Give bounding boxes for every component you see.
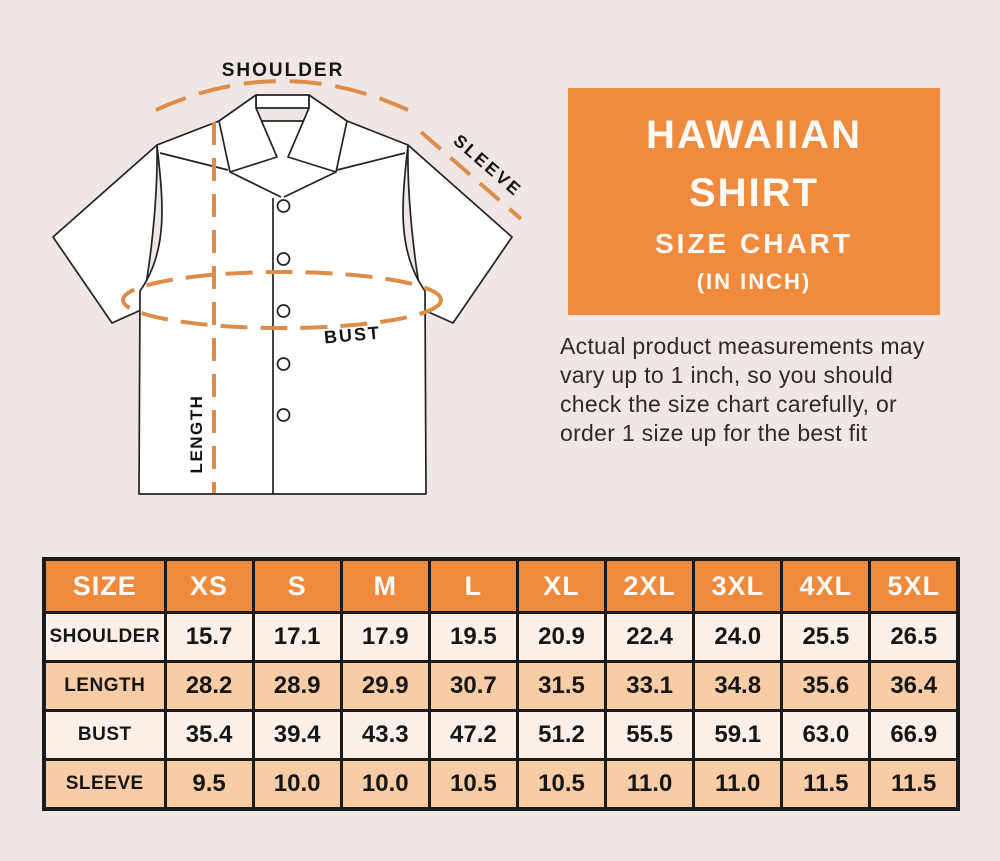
- size-column-header: S: [253, 559, 341, 613]
- title-line-4: (IN INCH): [696, 268, 812, 294]
- value-cell: 25.5: [782, 613, 870, 662]
- size-column-header: XL: [517, 559, 605, 613]
- value-cell: 11.0: [694, 760, 782, 809]
- sleeve-label: SLEEVE: [449, 130, 527, 201]
- bust-label: BUST: [323, 322, 382, 348]
- value-cell: 55.5: [606, 711, 694, 760]
- value-cell: 35.4: [165, 711, 253, 760]
- row-label: BUST: [44, 711, 165, 760]
- size-table-body: [44, 613, 958, 809]
- size-chart-table: [42, 557, 960, 811]
- table-row: [44, 662, 958, 711]
- table-row: [44, 711, 958, 760]
- shirt-measurement-diagram: [0, 0, 545, 545]
- row-label: SLEEVE: [44, 760, 165, 809]
- value-cell: 31.5: [517, 662, 605, 711]
- value-cell: 10.5: [429, 760, 517, 809]
- value-cell: 39.4: [253, 711, 341, 760]
- value-cell: 22.4: [606, 613, 694, 662]
- row-label: SHOULDER: [44, 613, 165, 662]
- value-cell: 28.2: [165, 662, 253, 711]
- value-cell: 10.0: [341, 760, 429, 809]
- title-line-2: SHIRT: [689, 170, 819, 215]
- size-column-header: M: [341, 559, 429, 613]
- shoulder-label: SHOULDER: [221, 60, 345, 81]
- title-line-1: HAWAIIAN: [646, 112, 862, 157]
- value-cell: 9.5: [165, 760, 253, 809]
- table-row: [44, 613, 958, 662]
- size-column-header: XS: [165, 559, 253, 613]
- size-header-cell: SIZE: [44, 559, 165, 613]
- value-cell: 26.5: [870, 613, 958, 662]
- measurement-note: Actual product measurements may vary up to 1 inch, so you should check the size chart carefully, or order 1 size up for the best fit: [560, 333, 925, 446]
- value-cell: 28.9: [253, 662, 341, 711]
- shirt-collar-band: [256, 95, 309, 108]
- table-row: [44, 760, 958, 809]
- value-cell: 10.0: [253, 760, 341, 809]
- value-cell: 20.9: [517, 613, 605, 662]
- size-table-head-row: [44, 559, 958, 613]
- value-cell: 15.7: [165, 613, 253, 662]
- size-column-header: 5XL: [870, 559, 958, 613]
- title-card: [568, 88, 940, 315]
- value-cell: 30.7: [429, 662, 517, 711]
- value-cell: 36.4: [870, 662, 958, 711]
- size-column-header: 2XL: [606, 559, 694, 613]
- value-cell: 11.5: [782, 760, 870, 809]
- value-cell: 19.5: [429, 613, 517, 662]
- size-column-header: L: [429, 559, 517, 613]
- size-column-header: 4XL: [782, 559, 870, 613]
- value-cell: 33.1: [606, 662, 694, 711]
- value-cell: 47.2: [429, 711, 517, 760]
- value-cell: 63.0: [782, 711, 870, 760]
- value-cell: 17.1: [253, 613, 341, 662]
- value-cell: 51.2: [517, 711, 605, 760]
- value-cell: 35.6: [782, 662, 870, 711]
- value-cell: 11.0: [606, 760, 694, 809]
- value-cell: 59.1: [694, 711, 782, 760]
- value-cell: 66.9: [870, 711, 958, 760]
- value-cell: 43.3: [341, 711, 429, 760]
- length-label: LENGTH: [187, 394, 206, 474]
- value-cell: 11.5: [870, 760, 958, 809]
- value-cell: 29.9: [341, 662, 429, 711]
- title-line-3: SIZE CHART: [655, 227, 853, 259]
- value-cell: 34.8: [694, 662, 782, 711]
- row-label: LENGTH: [44, 662, 165, 711]
- value-cell: 17.9: [341, 613, 429, 662]
- value-cell: 10.5: [517, 760, 605, 809]
- size-column-header: 3XL: [694, 559, 782, 613]
- value-cell: 24.0: [694, 613, 782, 662]
